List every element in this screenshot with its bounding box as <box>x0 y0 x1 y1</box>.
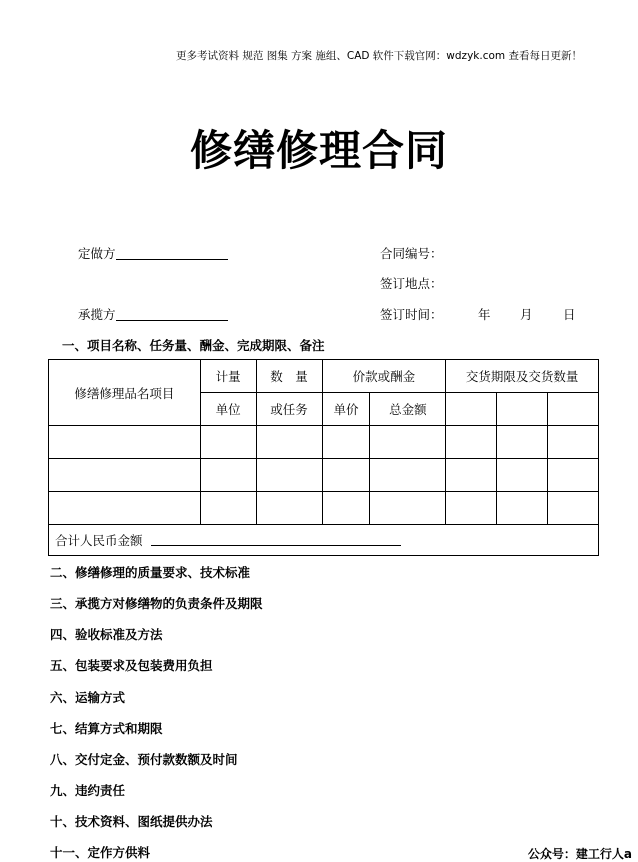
contractor-blank <box>116 307 228 321</box>
contract-no-label: 合同编号： <box>380 246 443 261</box>
table-cell[interactable] <box>49 426 201 459</box>
table-cell[interactable] <box>446 492 497 525</box>
total-rmb-cell <box>49 525 599 556</box>
table-cell[interactable] <box>370 459 446 492</box>
table-row <box>49 459 599 492</box>
table-cell[interactable] <box>548 459 599 492</box>
section-9-heading: 九、违约责任 <box>50 783 126 798</box>
section-7-heading: 七、结算方式和期限 <box>50 721 163 736</box>
section-2-heading: 二、修缮修理的质量要求、技术标准 <box>50 565 251 580</box>
col-unit-bottom: 单位 <box>200 393 256 426</box>
col-unit-top: 计量 <box>200 360 256 393</box>
table-cell[interactable] <box>548 492 599 525</box>
ordering-party-blank <box>116 246 228 260</box>
table-cell[interactable] <box>497 459 548 492</box>
total-rmb-blank[interactable] <box>151 533 401 546</box>
footer-watermark: 公众号：建工行人a <box>527 847 632 861</box>
table-cell[interactable] <box>49 459 201 492</box>
items-table <box>48 359 599 556</box>
table-cell[interactable] <box>322 459 370 492</box>
total-rmb-label: 合计人民币金额 <box>55 533 143 548</box>
table-cell[interactable] <box>200 492 256 525</box>
section-3-heading: 三、承揽方对修缮物的负责条件及期限 <box>50 596 263 611</box>
sign-time-label: 签订时间： <box>380 307 443 322</box>
table-cell[interactable] <box>497 426 548 459</box>
table-cell[interactable] <box>49 492 201 525</box>
year-label: 年 <box>478 307 491 322</box>
table-cell[interactable] <box>200 459 256 492</box>
col-total-amount: 总金额 <box>370 393 446 426</box>
sign-place-label: 签订地点： <box>380 276 443 291</box>
table-header-row <box>49 360 599 393</box>
col-price-group: 价款或酬金 <box>322 360 446 393</box>
table-cell[interactable] <box>256 459 322 492</box>
table-cell[interactable] <box>256 492 322 525</box>
section-8-heading: 八、交付定金、预付款数额及时间 <box>50 752 238 767</box>
col-unit-price: 单价 <box>322 393 370 426</box>
table-cell[interactable] <box>446 426 497 459</box>
table-cell[interactable] <box>497 492 548 525</box>
section-5-heading: 五、包装要求及包装费用负担 <box>50 658 213 673</box>
table-row <box>49 426 599 459</box>
section-4-heading: 四、验收标准及方法 <box>50 627 163 642</box>
col-delivery: 交货期限及交货数量 <box>446 360 599 393</box>
table-cell[interactable] <box>497 393 548 426</box>
table-cell[interactable] <box>548 393 599 426</box>
contractor-label: 承揽方 <box>78 307 116 322</box>
section-1-heading: 一、项目名称、任务量、酬金、完成期限、备注 <box>62 338 325 353</box>
table-cell[interactable] <box>548 426 599 459</box>
ordering-party-field <box>78 244 228 262</box>
section-6-heading: 六、运输方式 <box>50 690 126 705</box>
table-cell[interactable] <box>322 426 370 459</box>
table-cell[interactable] <box>370 492 446 525</box>
contractor-field <box>78 305 228 323</box>
download-banner: 更多考试资料 规范 图集 方案 施组、CAD 软件下载官网：wdzyk.com 查看每日更新！ <box>176 50 582 62</box>
table-cell[interactable] <box>446 393 497 426</box>
table-row <box>49 492 599 525</box>
table-cell[interactable] <box>322 492 370 525</box>
section-11-heading: 十一、定作方供料 <box>50 845 151 860</box>
page-title: 修缮修理合同 <box>189 126 448 175</box>
table-cell[interactable] <box>370 426 446 459</box>
table-cell[interactable] <box>200 426 256 459</box>
col-qty-bottom: 或任务 <box>256 393 322 426</box>
table-cell[interactable] <box>446 459 497 492</box>
col-qty-top: 数 量 <box>256 360 322 393</box>
col-item-name: 修缮修理品名项目 <box>49 360 201 426</box>
ordering-party-label: 定做方 <box>78 246 116 261</box>
day-label: 日 <box>563 307 576 322</box>
table-cell[interactable] <box>256 426 322 459</box>
section-10-heading: 十、技术资料、图纸提供办法 <box>50 814 213 829</box>
month-label: 月 <box>520 307 533 322</box>
total-row <box>49 525 599 556</box>
